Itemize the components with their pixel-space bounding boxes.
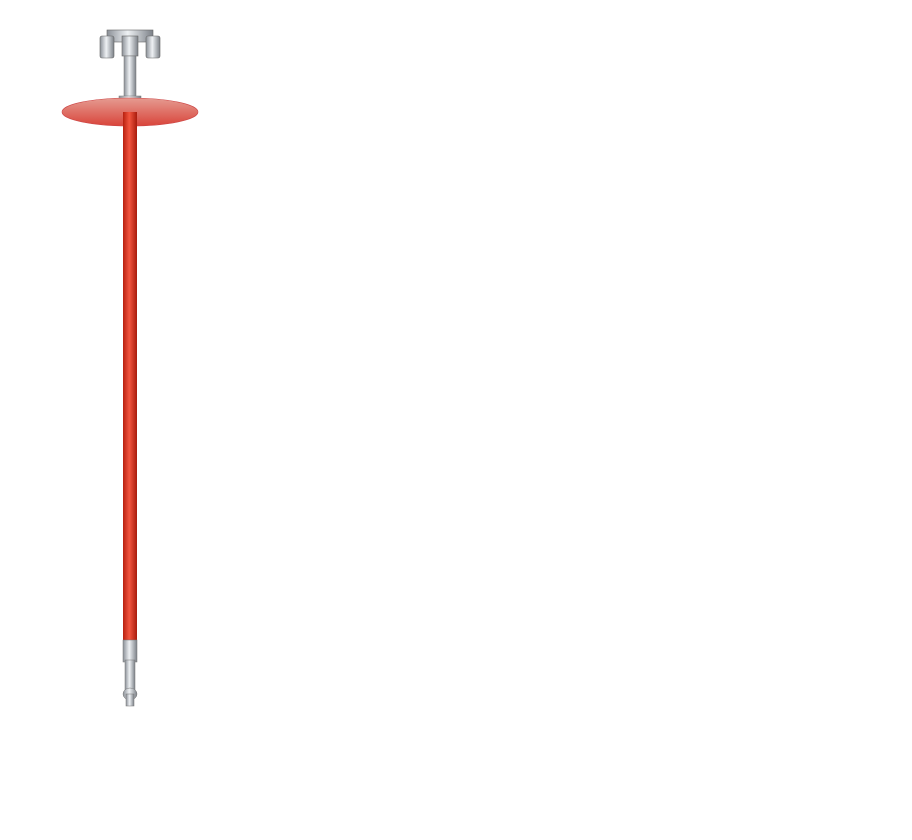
insulator-illustration [44, 0, 224, 720]
bottom-fitting [123, 640, 137, 706]
core-rod [123, 112, 137, 642]
